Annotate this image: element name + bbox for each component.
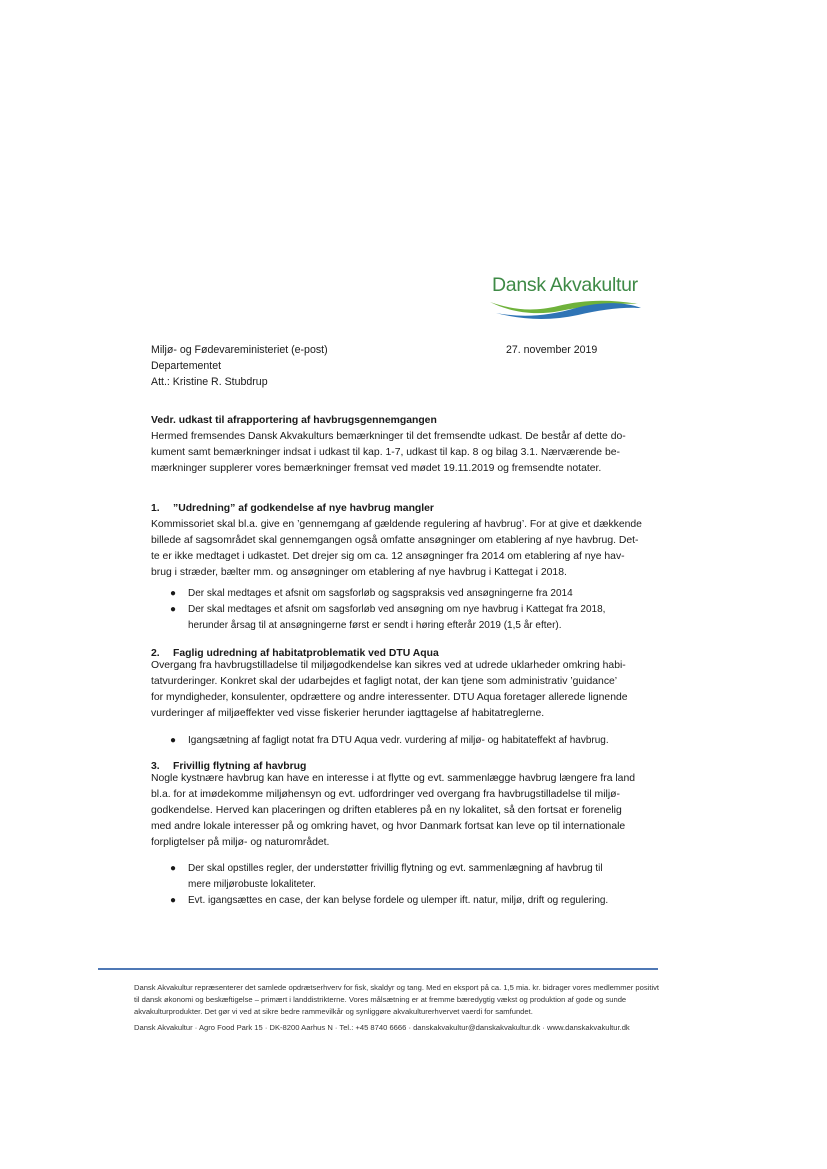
logo bbox=[488, 272, 643, 320]
paragraph-line: Overgang fra havbrugstilladelse til miljøgodkendelse kan sikres ved at udrede uklarheder omkring habi- bbox=[151, 660, 626, 671]
footer-description bbox=[134, 982, 659, 1018]
bullet-item: ● Der skal medtages et afsnit om sagsforløb og sagspraksis ved ansøgningerne fra 2014 bbox=[170, 586, 600, 602]
section-2-paragraph bbox=[151, 658, 628, 722]
paragraph-line: med andre lokale interesser på og omkring havet, og hvor Danmark fortsat kan leve op til internationale bbox=[151, 821, 626, 832]
paragraph-line: Nogle kystnære havbrug kan have en interesse i at flytte og evt. sammenlægge havbrug længere fra land bbox=[151, 773, 636, 784]
section-1-paragraph bbox=[151, 517, 642, 581]
bullet-icon: ● bbox=[170, 588, 177, 599]
section-number: 1. bbox=[151, 503, 160, 514]
paragraph-line: forpligtelser på miljø- og naturområdet. bbox=[151, 837, 330, 848]
intro-line: kument samt bemærkninger indsat i udkast til kap. 1-7, udkast til kap. 8 og bilag 3.1. Nærværende be- bbox=[151, 447, 620, 458]
recipient-line-3: Att.: Kristine R. Stubdrup bbox=[151, 376, 268, 388]
subject-heading: Vedr. udkast til afrapportering af havbrugsgennemgangen bbox=[151, 415, 437, 426]
intro-line: mærkninger supplerer vores bemærkninger fremsat ved mødet 19.11.2019 og fremsendte notater. bbox=[151, 463, 602, 474]
section-1-heading bbox=[151, 501, 434, 517]
recipient-line-1: Miljø- og Fødevareministeriet (e-post) bbox=[151, 344, 328, 356]
section-title: Faglig udredning af habitatproblematik ved DTU Aqua bbox=[173, 648, 439, 659]
footer-rule bbox=[98, 968, 658, 970]
footer-line: til dansk økonomi og beskæftigelse – primært i landdistrikterne. Vores målsætning er at fremme bæredygtig vækst og produktion af gode og sunde bbox=[134, 995, 627, 1004]
paragraph-line: godkendelse. Herved kan placeringen og driften etableres på en ny lokalitet, så den fortsat er forenelig bbox=[151, 805, 622, 816]
section-title: Frivillig flytning af havbrug bbox=[173, 761, 307, 772]
bullet-item: ● Der skal opstilles regler, der understøtter frivillig flytning og evt. sammenlægning af havbrug til mere miljørobuste lokaliteter. bbox=[170, 863, 603, 890]
section-number: 3. bbox=[151, 761, 160, 772]
bullet-icon: ● bbox=[170, 604, 177, 615]
paragraph-line: te er ikke medtaget i udkastet. Det drejer sig om ca. 12 ansøgninger fra 2014 om etablering af nye hav- bbox=[151, 551, 625, 562]
bullet-icon: ● bbox=[170, 863, 177, 874]
paragraph-line: vurderinger af miljøeffekter ved visse fiskerier herunder iagttagelse af habitatreglerne. bbox=[151, 708, 545, 719]
subject-block bbox=[151, 413, 626, 477]
recipient-line-2: Departementet bbox=[151, 360, 222, 372]
bullet-item: ● Evt. igangsættes en case, der kan belyse fordele og ulemper ift. natur, miljø, drift og regulering. bbox=[170, 893, 600, 909]
paragraph-line: Kommissoriet skal bl.a. give en ’gennemgang af gældende regulering af havbrug’. For at give et dækkende bbox=[151, 519, 642, 530]
footer-line: akvakulturprodukter. Det gør vi ved at sikre bedre rammevilkår og synliggøre akvakulturerhvervet vaerdi for samfundet. bbox=[134, 1007, 533, 1016]
bullet-item: ● Der skal medtages et afsnit om sagsforløb ved ansøgning om nye havbrug i Kattegat fra 2018, herunder årsag til at ansøgningerne først er sendt i høring efterår 2019 (1,5 år efter). bbox=[170, 604, 606, 631]
logo-waves-icon bbox=[488, 296, 643, 320]
section-title: ”Udredning” af godkendelse af nye havbrug mangler bbox=[173, 503, 434, 514]
section-number: 2. bbox=[151, 648, 160, 659]
paragraph-line: billede af sagsområdet skal gennemgangen også omfatte ansøgninger om etablering af nye havbrug. Det- bbox=[151, 535, 639, 546]
footer-contact: Dansk Akvakultur · Agro Food Park 15 · DK-8200 Aarhus N · Tel.: +45 8740 6666 · danskakvakultur@danskakvakultur.dk · www.danskakvakultur.dk bbox=[134, 1023, 630, 1032]
intro-line: Hermed fremsendes Dansk Akvakulturs bemærkninger til det fremsendte udkast. De består af dette do- bbox=[151, 431, 626, 442]
bullet-icon: ● bbox=[170, 735, 177, 746]
paragraph-line: tatvurderinger. Konkret skal der udarbejdes et fagligt notat, der kan tjene som administrativ ’guidance’ bbox=[151, 676, 618, 687]
section-3-paragraph bbox=[151, 771, 636, 851]
footer-line: Dansk Akvakultur repræsenterer det samlede opdrætserhverv for fisk, skaldyr og tang. Med en eksport på ca. 1,5 mia. kr. bidrager vores medlemmer positivt bbox=[134, 983, 660, 992]
paragraph-line: for myndigheder, konsulenter, opdrættere og andre interessenter. DTU Aqua foretager allerede lignende bbox=[151, 692, 628, 703]
bullet-icon: ● bbox=[170, 895, 177, 906]
paragraph-line: brug i stræder, bælter mm. og ansøgninger om etablering af nye havbrug i Kattegat i 2018. bbox=[151, 567, 567, 578]
recipient-block bbox=[151, 342, 328, 390]
letter-date: 27. november 2019 bbox=[506, 344, 598, 356]
section-2-bullets bbox=[170, 733, 609, 749]
section-3-bullets bbox=[170, 861, 609, 909]
section-1-bullets bbox=[170, 586, 606, 634]
logo-text: Dansk Akvakultur bbox=[492, 274, 638, 296]
paragraph-line: bl.a. for at imødekomme miljøhensyn og evt. udfordringer ved overgang fra havbrugstilladelse til miljø- bbox=[151, 789, 620, 800]
bullet-item: ● Igangsætning af fagligt notat fra DTU Aqua vedr. vurdering af miljø- og habitateffekt af havbrug. bbox=[170, 733, 600, 749]
